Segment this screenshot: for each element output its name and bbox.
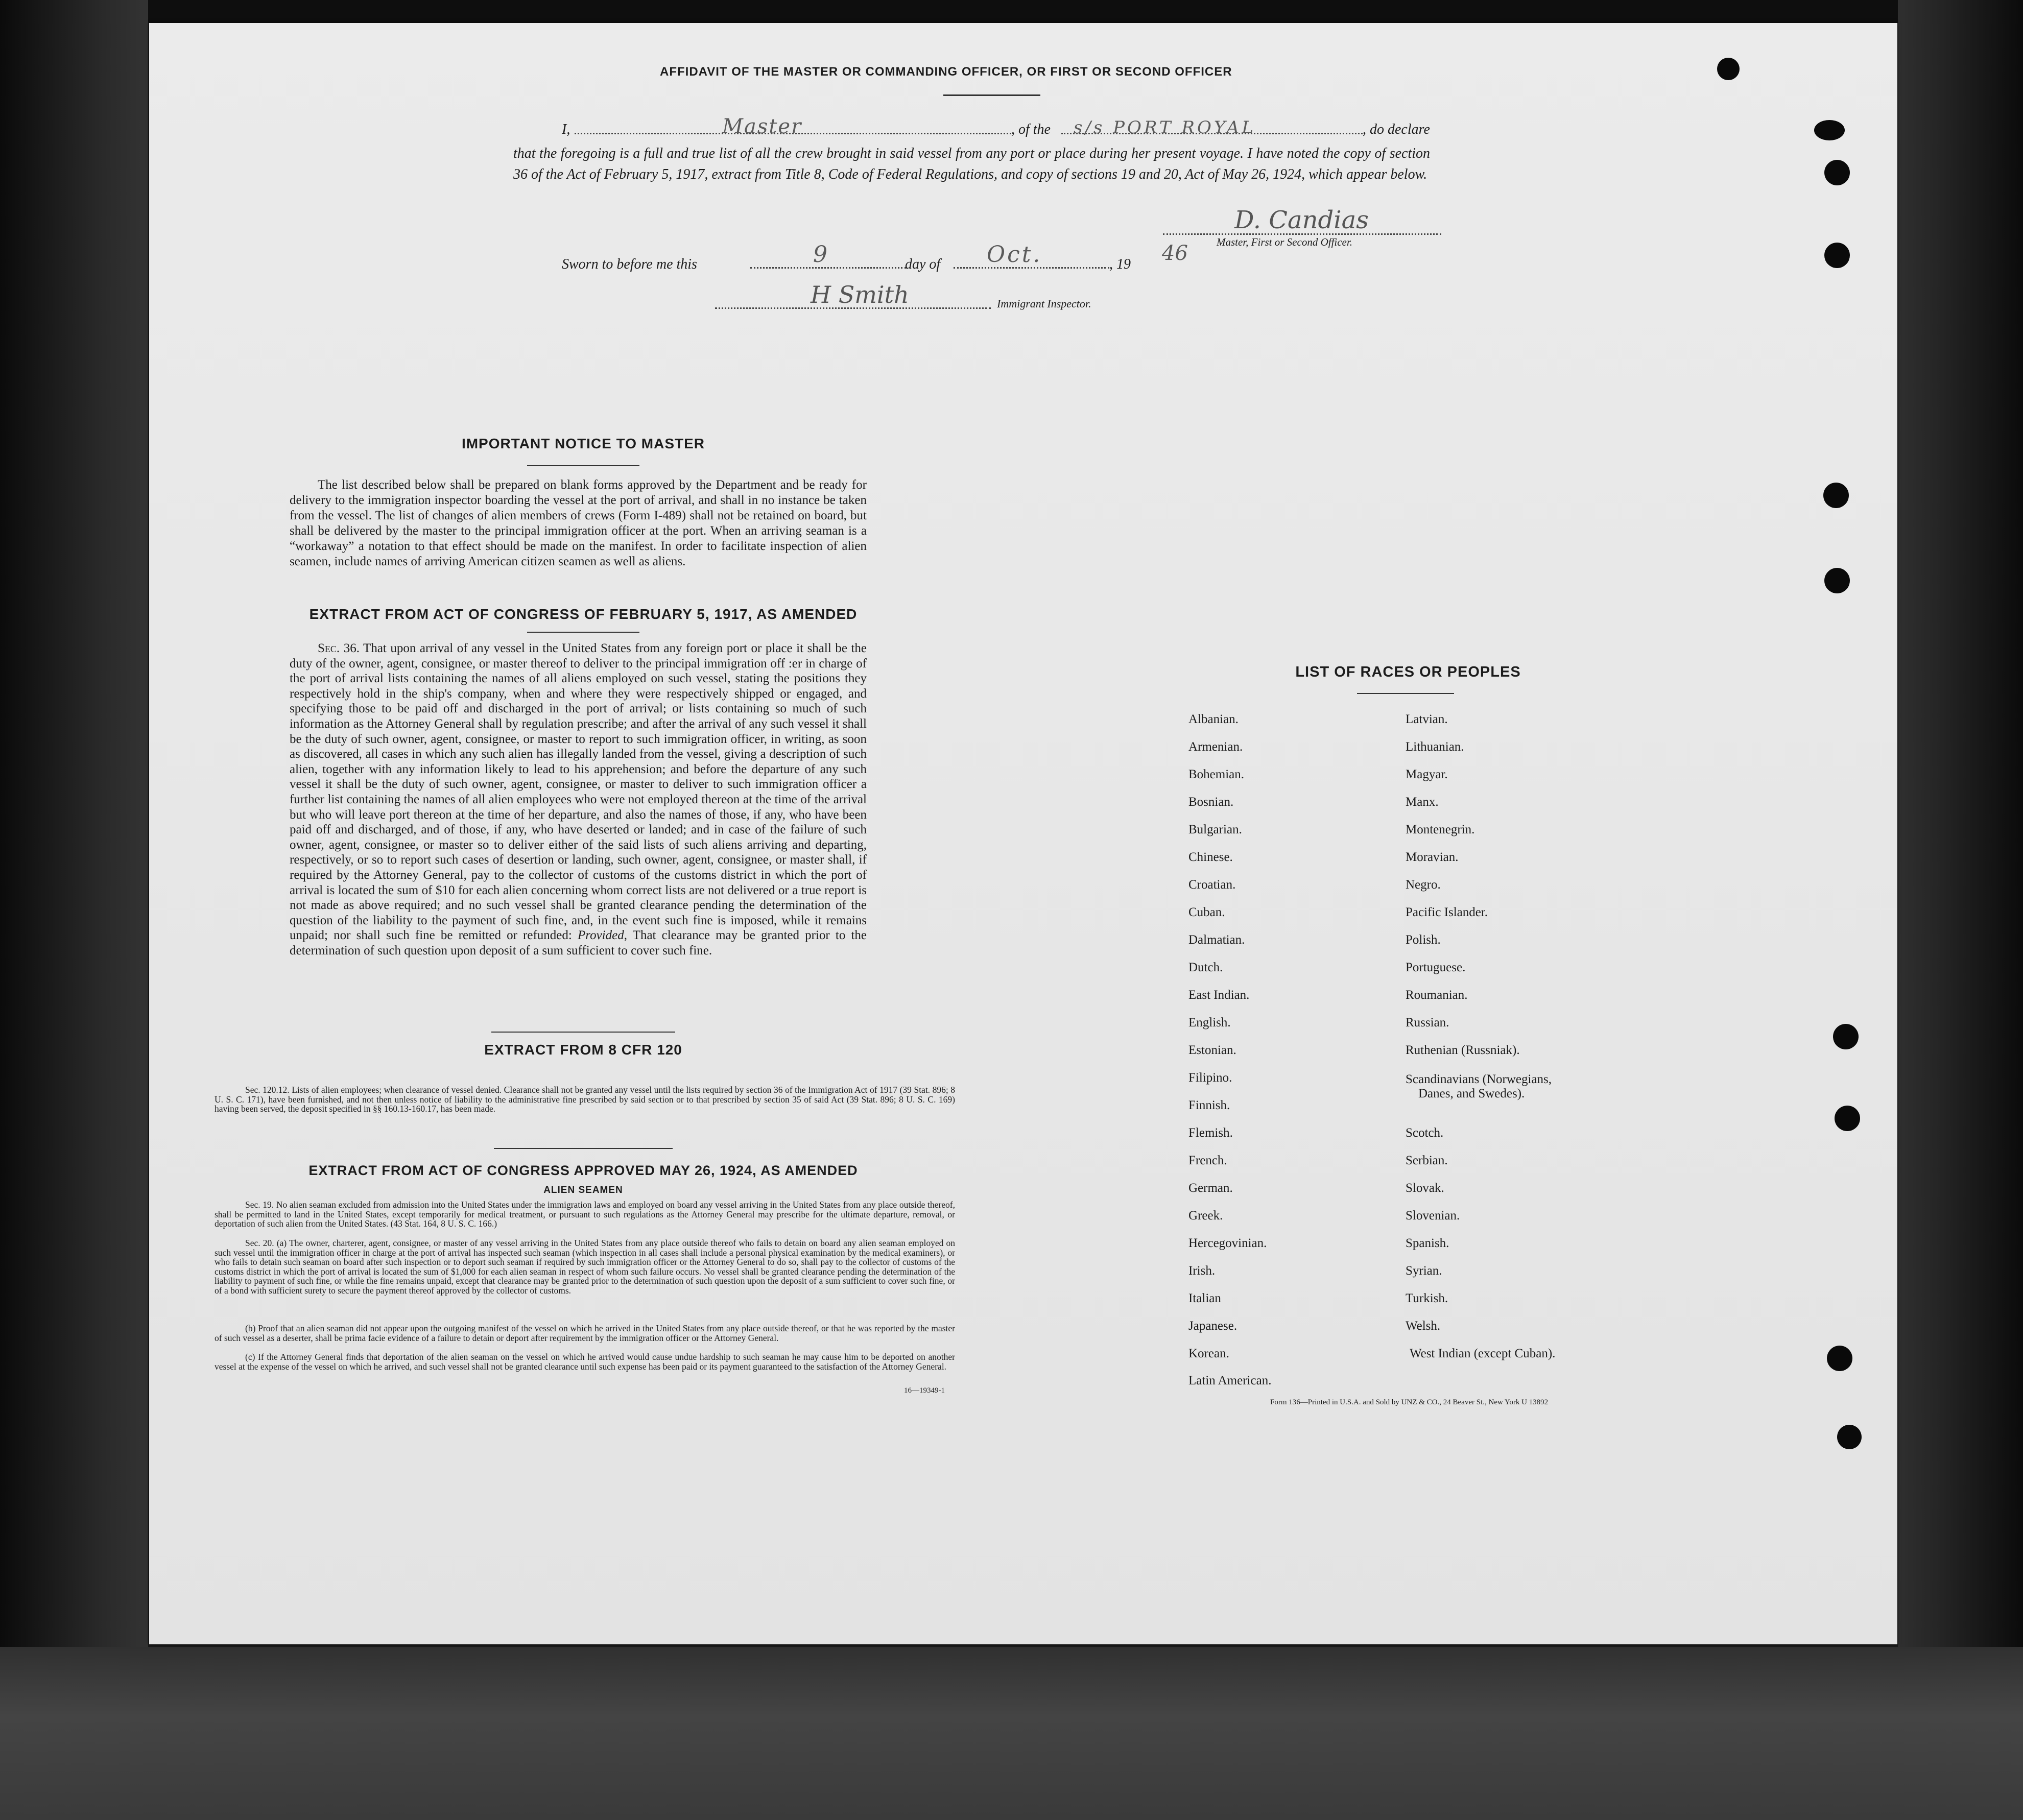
- extract-cfr-title: EXTRACT FROM 8 CFR 120: [484, 1042, 682, 1058]
- affidavit-do-declare: , do declare: [1363, 122, 1430, 137]
- notice-title: IMPORTANT NOTICE TO MASTER: [461, 436, 705, 451]
- race-item: Estonian.: [1188, 1043, 1236, 1057]
- race-item: Negro.: [1406, 878, 1441, 892]
- race-item: Montenegrin.: [1406, 823, 1475, 836]
- scan-border: [0, 1647, 2023, 1820]
- race-item: Bohemian.: [1188, 768, 1245, 781]
- race-item: Armenian.: [1188, 740, 1243, 754]
- race-item: Turkish.: [1406, 1291, 1448, 1305]
- divider: [527, 632, 639, 633]
- sworn-year: 46: [1162, 242, 1188, 265]
- divider: [527, 465, 639, 466]
- sec20c-text: (c) If the Attorney General finds that deportation of the alien seaman on the vessel on which he arrived would cause undue hardship to such seaman he may cause him to be deported on another vessel at the expense of the vessel on which he arrived, and such vessel shall not be granted clearance until such expense has been paid or its payment guaranteed to the satisfaction of the Attorney General.: [215, 1352, 955, 1372]
- race-item: Bosnian.: [1188, 795, 1234, 809]
- race-item: French.: [1188, 1154, 1227, 1167]
- races-title: LIST OF RACES OR PEOPLES: [1295, 664, 1521, 680]
- race-item: Magyar.: [1406, 768, 1448, 781]
- sec20a-text: Sec. 20. (a) The owner, charterer, agent, consignee, or master of any vessel arriving in the United States from any place outside thereof who fails to detain on board any alien seaman employed on such vessel until the immigration officer in charge at the port of arrival has inspected such seaman (which inspection in all cases shall include a personal physical examination by the medical examiners), or who fails to detain such seaman on board after such inspection or to deport such seaman if required by such immigration officer or the Attorney General to do so, shall pay to the collector of customs of the customs district in which the port of arrival is located the sum of $1,000 for each alien seaman in respect of whom such failure occurs. No vessel shall be granted clearance pending the determination of the liability to payment of such fine, or while the fine remains unpaid, except that clearance may be granted prior to the determination of such question upon the deposit of a sum sufficient to cover such fine, or of a bond with sufficient surety to secure the payment thereof approved by the collector of customs.: [215, 1238, 955, 1296]
- race-item: Slovak.: [1406, 1181, 1444, 1195]
- divider: [494, 1148, 673, 1149]
- sworn-month: Oct.: [987, 242, 1042, 268]
- race-item: Danes, and Swedes).: [1418, 1087, 1525, 1100]
- race-item: Korean.: [1188, 1347, 1229, 1360]
- proviso-label: Provided,: [578, 928, 627, 943]
- document-page: [149, 23, 1897, 1644]
- race-item: Ruthenian (Russniak).: [1406, 1043, 1520, 1057]
- race-item: Lithuanian.: [1406, 740, 1464, 754]
- divider: [491, 1032, 675, 1033]
- race-item: Italian: [1188, 1291, 1221, 1305]
- race-item: Moravian.: [1406, 850, 1459, 864]
- punch-hole: [1824, 160, 1850, 185]
- punch-hole: [1717, 58, 1740, 80]
- sworn-day: 9: [813, 242, 827, 268]
- year-prefix: , 19: [1109, 256, 1131, 272]
- affidavit-of-the-label: , of the: [1011, 122, 1051, 137]
- race-item: Japanese.: [1188, 1319, 1237, 1333]
- race-item: Manx.: [1406, 795, 1439, 809]
- race-item: East Indian.: [1188, 988, 1250, 1002]
- form-footer: Form 136—Printed in U.S.A. and Sold by UNZ & CO., 24 Beaver St., New York U 13892: [1270, 1398, 1549, 1406]
- affidavit-title: AFFIDAVIT OF THE MASTER OR COMMANDING OFFICER, OR FIRST OR SECOND OFFICER: [660, 65, 1232, 79]
- sec36-text: That upon arrival of any vessel in the United States from any foreign port or place it shall be the duty of the owner, agent, consignee, or master thereof to deliver to the principal immigration off :er in charge of the port of arrival lists containing the names of all aliens employed on such vessel, stating the positions they respectively hold in the ship's company, when and where they were respectively shipped or engaged, and specifying those to be paid off and discharged in the port of arrival; or lists containing so much of such information as the Attorney General shall by regulation prescribe; and after the arrival of any such vessel it shall be the duty of such owner, agent, consignee, or master to report to such immigration officer, in writing, as soon as discovered, all cases in which any such alien has illegally landed from the vessel, giving a description of such alien, together with any information likely to lead to his apprehension; and before the departure of any such vessel it shall be the duty of such owner, agent, consignee, or master to deliver to such immigration officer a further list containing the names of all alien employees who were not employed thereon at the time of the arrival but who will leave port thereon at the time of her departure, and also the names of those, if any, who have been paid off and discharged, and of those, if any, who have deserted or landed; and in case of the failure of such owner, agent, consignee, or master so to deliver either of the said lists of such aliens arriving and departing, respectively, or so to report such cases of desertion or landing, such owner, agent, consignee, or master shall, if required by the Attorney General, pay to the collector of customs of the customs district in which the port of arrival is located the sum of $10 for each alien concerning whom correct lists are not delivered or a true report is not made as above required; and no such vessel shall be granted clearance pending the determination of the question of the liability to the payment of such fine, and, in the event such fine is imposed, while it remains unpaid; nor shall such fine be remitted or refunded:: [290, 641, 867, 943]
- race-item: Flemish.: [1188, 1126, 1233, 1140]
- race-item: Russian.: [1406, 1016, 1449, 1029]
- punch-hole: [1833, 1024, 1859, 1049]
- notice-text: The list described below shall be prepared on blank forms approved by the Department and be ready for delivery to the immigration inspector boarding the vessel at the port of arrival, and shall in no instance be taken from the vessel. The list of changes of alien members of crews (Form I-489) shall not be retained on board, but shall be delivered by the master to the principal immigration officer at the port. When an arriving seaman is a “workaway” a notation to that effect should be made on the manifest. In order to facilitate inspection of alien seamen, include names of arriving American citizen seamen as well as aliens.: [290, 478, 867, 568]
- proviso-text: That clearance may be granted prior to the determination of such question upon deposit of a sum sufficient to cover such fine.: [290, 928, 867, 957]
- race-item: Welsh.: [1406, 1319, 1441, 1333]
- affidavit-i-label: I,: [562, 122, 570, 137]
- punch-hole: [1827, 1346, 1852, 1371]
- race-item: Albanian.: [1188, 712, 1239, 726]
- sec20b-text: (b) Proof that an alien seaman did not appear upon the outgoing manifest of the vessel on which he arrived in the United States from any place outside thereof, or that he was reported by the master of such vessel as a deserter, shall be prima facie evidence of a failure to detain or deport after requirement by the immigration officer or the Attorney General.: [215, 1323, 955, 1343]
- punch-hole: [1835, 1106, 1860, 1131]
- race-item: Polish.: [1406, 933, 1441, 947]
- race-item: Hercegovinian.: [1188, 1236, 1267, 1250]
- punch-hole: [1824, 243, 1850, 268]
- inspector-label: Immigrant Inspector.: [997, 297, 1091, 310]
- race-item: Spanish.: [1406, 1236, 1449, 1250]
- sec19-text: Sec. 19. No alien seaman excluded from admission into the United States under the immigration laws and employed on board any vessel arriving in the United States from any place outside thereof, shall be permitted to land in the United States, except temporarily for medical treatment, or pursuant to such regulations as the Attorney General may prescribe for the ultimate departure, removal, or deportation of such alien from the United States. (43 Stat. 164, 8 U. S. C. 166.): [215, 1200, 955, 1229]
- inspector-signature: H Smith: [811, 281, 909, 308]
- race-item: Portuguese.: [1406, 961, 1466, 974]
- affidavit-i-value: Master: [722, 115, 802, 138]
- scan-border: [0, 0, 148, 1820]
- race-item: Chinese.: [1188, 850, 1233, 864]
- divider: [1357, 693, 1454, 694]
- race-item: Dalmatian.: [1188, 933, 1245, 947]
- race-item: Bulgarian.: [1188, 823, 1242, 836]
- race-item: Syrian.: [1406, 1264, 1442, 1278]
- footer-code: 16—19349-1: [904, 1386, 945, 1395]
- scan-border: [1898, 0, 2023, 1820]
- extract-1917-title: EXTRACT FROM ACT OF CONGRESS OF FEBRUARY 5, 1917, AS AMENDED: [309, 606, 858, 622]
- race-item: Finnish.: [1188, 1098, 1230, 1112]
- race-item: Pacific Islander.: [1406, 905, 1488, 919]
- race-item: Irish.: [1188, 1264, 1216, 1278]
- punch-hole: [1824, 568, 1850, 593]
- race-item: West Indian (except Cuban).: [1410, 1347, 1556, 1360]
- punch-hole: [1814, 120, 1845, 140]
- race-item: Slovenian.: [1406, 1209, 1460, 1223]
- race-item: Scotch.: [1406, 1126, 1444, 1140]
- officer-label: Master, First or Second Officer.: [1217, 236, 1352, 248]
- race-item: Cuban.: [1188, 905, 1225, 919]
- race-item: Latin American.: [1188, 1374, 1272, 1387]
- affidavit-declaration-text: that the foregoing is a full and true list of all the crew brought in said vessel from any port or place during her present voyage. I have noted the copy of section 36 of the Act of February 5, 1917, extract from Title 8, Code of Federal Regulations, and copy of sections 19 and 20, Act of May 26, 1924, which appear below.: [513, 146, 1430, 182]
- sworn-day-line: [750, 253, 906, 269]
- race-item: Scandinavians (Norwegians,: [1406, 1072, 1552, 1086]
- sworn-label: Sworn to before me this: [562, 256, 697, 272]
- race-item: Latvian.: [1406, 712, 1448, 726]
- race-item: Dutch.: [1188, 961, 1223, 974]
- officer-signature: D. Candias: [1234, 206, 1369, 234]
- extract-1924-subtitle: ALIEN SEAMEN: [543, 1185, 623, 1195]
- divider: [943, 94, 1040, 96]
- race-item: English.: [1188, 1016, 1231, 1029]
- race-item: Croatian.: [1188, 878, 1236, 892]
- race-item: Greek.: [1188, 1209, 1223, 1223]
- race-item: Roumanian.: [1406, 988, 1468, 1002]
- race-item: German.: [1188, 1181, 1233, 1195]
- scan-border: [0, 0, 2023, 23]
- extract-cfr-text: Sec. 120.12. Lists of alien employees; when clearance of vessel denied. Clearance shall not be granted any vessel until the lists required by section 36 of the Immigration Act of 1917 (39 Stat. 896; 8 U. S. C. 171), have been furnished, and not then unless notice of liability to the administrative fine prescribed by said section or to that prescribed by section 35 of said Act (39 Stat. 896; 8 U. S. C. 169) having been served, the deposit specified in §§ 160.13-160.17, has been made.: [215, 1085, 955, 1114]
- affidavit-vessel-value: s/s PORT ROYAL: [1074, 117, 1256, 138]
- day-of-label: day of: [905, 256, 941, 272]
- extract-1924-title: EXTRACT FROM ACT OF CONGRESS APPROVED MAY 26, 1924, AS AMENDED: [308, 1163, 858, 1178]
- race-item: Serbian.: [1406, 1154, 1448, 1167]
- punch-hole: [1823, 483, 1849, 508]
- race-item: Filipino.: [1188, 1071, 1232, 1085]
- punch-hole: [1837, 1425, 1862, 1449]
- sec36-label: Sec. 36.: [318, 641, 360, 655]
- extract-1917-text: [290, 641, 867, 958]
